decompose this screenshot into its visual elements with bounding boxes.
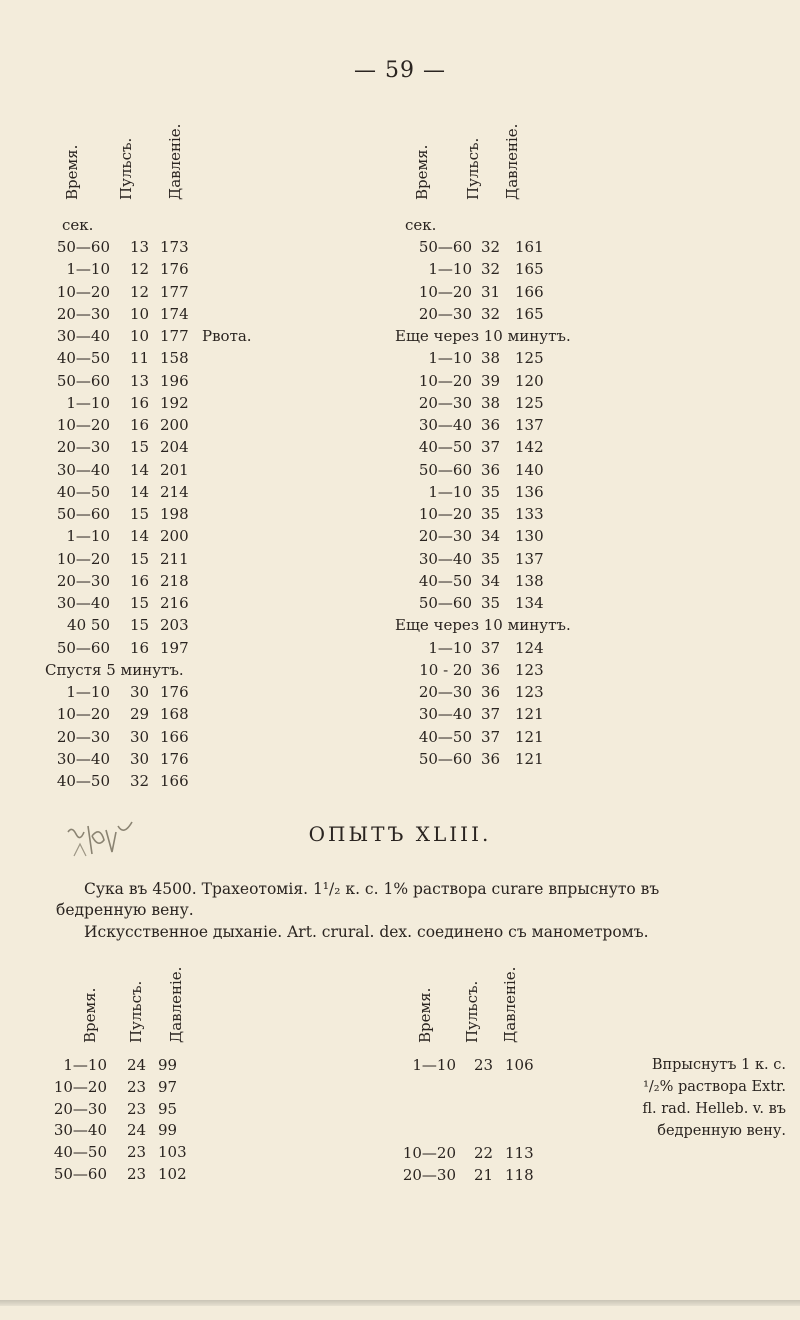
pressure-cell: 168 xyxy=(160,705,189,724)
pulse-cell: 37 xyxy=(481,705,501,724)
unit-seconds-left: сек. xyxy=(62,216,94,234)
time-cell: 30—40 xyxy=(56,749,110,768)
table-row xyxy=(380,372,800,394)
pulse-cell: 16 xyxy=(130,393,150,412)
table-row xyxy=(30,550,370,572)
table-row xyxy=(30,1078,290,1100)
time-cell: 20—30 xyxy=(53,1099,107,1118)
pulse-cell: 15 xyxy=(130,594,150,612)
interval-note: Еще через 10 минутъ. xyxy=(395,616,571,635)
pulse-cell: 30 xyxy=(130,749,150,768)
table-row xyxy=(30,1056,290,1078)
pressure-cell: 113 xyxy=(505,1144,534,1162)
pulse-cell: 35 xyxy=(481,549,501,568)
time-cell: 50—60 xyxy=(418,238,472,256)
table-row xyxy=(380,572,800,594)
pulse-cell: 23 xyxy=(127,1165,147,1183)
pulse-cell: 10 xyxy=(130,327,150,345)
pressure-cell: 176 xyxy=(160,260,189,279)
pulse-cell: 10 xyxy=(130,304,150,323)
pulse-cell: 30 xyxy=(130,727,150,746)
pressure-cell: 123 xyxy=(515,683,544,701)
header-time-bottom-right: Время. xyxy=(416,987,434,1043)
pulse-cell: 37 xyxy=(481,638,501,657)
time-cell: 40—50 xyxy=(56,772,110,790)
pulse-cell: 13 xyxy=(130,371,150,390)
table-row xyxy=(30,1121,290,1143)
interval-note: Еще через 10 минутъ. xyxy=(395,327,571,345)
table-row xyxy=(380,661,800,683)
pressure-cell: 198 xyxy=(160,505,189,523)
time-cell: 1—10 xyxy=(428,260,472,279)
pressure-cell: 103 xyxy=(158,1143,187,1162)
pulse-cell: 36 xyxy=(481,660,501,679)
pulse-cell: 32 xyxy=(481,260,501,279)
pressure-cell: 121 xyxy=(515,705,544,724)
pressure-cell: 192 xyxy=(160,393,189,412)
header-time-right: Время. xyxy=(413,144,431,200)
time-cell: 10 - 20 xyxy=(419,660,472,679)
pressure-cell: 125 xyxy=(515,393,544,412)
time-cell: 10—20 xyxy=(56,416,110,434)
table-row xyxy=(30,438,370,460)
time-cell: 20—30 xyxy=(56,571,110,590)
header-pulse-right: Пульсъ. xyxy=(464,137,482,200)
time-cell: 1—10 xyxy=(428,638,472,657)
time-cell: 30—40 xyxy=(418,416,472,434)
pressure-cell: 138 xyxy=(515,571,544,590)
pulse-cell: 38 xyxy=(481,393,501,412)
table-row xyxy=(380,349,800,371)
pressure-cell: 95 xyxy=(158,1099,178,1118)
table-row xyxy=(30,750,370,772)
side-note-line: ¹/₂% раствора Extr. xyxy=(643,1079,786,1095)
pulse-cell: 15 xyxy=(130,549,150,568)
table-row xyxy=(380,260,800,282)
pressure-cell: 165 xyxy=(515,260,544,279)
pulse-cell: 38 xyxy=(481,349,501,368)
table-row xyxy=(380,683,800,705)
pulse-cell: 29 xyxy=(130,705,150,724)
time-cell: 10—20 xyxy=(56,705,110,724)
pressure-cell: 177 xyxy=(160,327,189,345)
table-row xyxy=(30,572,370,594)
pulse-cell: 16 xyxy=(130,416,150,434)
table-row xyxy=(30,483,370,505)
pulse-cell: 14 xyxy=(130,527,150,546)
pressure-cell: 137 xyxy=(515,416,544,434)
table-row xyxy=(380,461,800,483)
pressure-cell: 176 xyxy=(160,749,189,768)
table-row xyxy=(30,728,370,750)
side-note-line: Впрыснутъ 1 к. с. xyxy=(651,1057,786,1073)
header-pressure-left: Давленіе. xyxy=(166,123,184,200)
header-pulse-bottom-right: Пульсъ. xyxy=(463,980,481,1043)
pressure-cell: 204 xyxy=(160,438,189,457)
pressure-cell: 173 xyxy=(160,238,189,256)
time-cell: 30—40 xyxy=(56,594,110,612)
header-pulse-left: Пульсъ. xyxy=(117,137,135,200)
time-cell: 10—20 xyxy=(53,1077,107,1096)
pulse-cell: 15 xyxy=(130,505,150,523)
pulse-cell: 14 xyxy=(130,460,150,479)
pulse-cell: 16 xyxy=(130,638,150,657)
pulse-cell: 23 xyxy=(127,1143,147,1162)
time-cell: 20—30 xyxy=(402,1166,456,1184)
pressure-cell: 124 xyxy=(515,638,544,657)
pressure-cell: 121 xyxy=(515,749,544,768)
table-row xyxy=(30,1165,290,1187)
pressure-cell: 134 xyxy=(515,594,544,612)
time-cell: 1—10 xyxy=(66,527,110,546)
time-cell: 40—50 xyxy=(418,438,472,457)
table-row xyxy=(30,505,370,527)
paragraph-line-3: Искусственное дыханіе. Art. crural. dex. соединено съ манометромъ. xyxy=(84,923,649,941)
time-cell: 10—20 xyxy=(402,1144,456,1162)
time-cell: 30—40 xyxy=(418,549,472,568)
pulse-cell: 23 xyxy=(474,1056,494,1074)
pulse-cell: 34 xyxy=(481,571,501,590)
pressure-cell: 174 xyxy=(160,304,189,323)
pulse-cell: 36 xyxy=(481,416,501,434)
pulse-cell: 24 xyxy=(127,1121,147,1140)
table-row xyxy=(30,1143,290,1165)
pulse-cell: 12 xyxy=(130,282,150,301)
pressure-cell: 196 xyxy=(160,371,189,390)
pulse-cell: 16 xyxy=(130,571,150,590)
pulse-cell: 32 xyxy=(481,304,501,323)
table-row xyxy=(380,527,800,549)
pressure-cell: 166 xyxy=(160,772,189,790)
table-row xyxy=(380,594,800,616)
time-cell: 10—20 xyxy=(418,505,472,523)
paragraph-line-1: Сука въ 4500. Трахеотомія. 1¹/₂ к. с. 1% раствора curare впрыснуто въ xyxy=(84,880,660,898)
pressure-cell: 125 xyxy=(515,349,544,368)
pulse-cell: 22 xyxy=(474,1144,494,1162)
table-row xyxy=(30,661,370,683)
time-cell: 10—20 xyxy=(56,549,110,568)
time-cell: 20—30 xyxy=(56,438,110,457)
pulse-cell: 15 xyxy=(130,438,150,457)
time-cell: 20—30 xyxy=(418,527,472,546)
pressure-cell: 136 xyxy=(515,482,544,501)
pulse-cell: 23 xyxy=(127,1077,147,1096)
time-cell: 40—50 xyxy=(56,349,110,368)
pressure-cell: 197 xyxy=(160,638,189,657)
table-row xyxy=(380,438,800,460)
header-pressure-bottom-left: Давленіе. xyxy=(167,966,185,1043)
time-cell: 40—50 xyxy=(56,482,110,501)
time-cell: 30—40 xyxy=(53,1121,107,1140)
pulse-cell: 24 xyxy=(127,1056,147,1074)
pulse-cell: 36 xyxy=(481,749,501,768)
pressure-cell: 99 xyxy=(158,1121,178,1140)
pressure-cell: 216 xyxy=(160,594,189,612)
table-row xyxy=(380,283,800,305)
table-row xyxy=(30,527,370,549)
pressure-cell: 97 xyxy=(158,1077,178,1096)
pulse-cell: 35 xyxy=(481,594,501,612)
pressure-cell: 218 xyxy=(160,571,189,590)
pulse-cell: 14 xyxy=(130,482,150,501)
side-note xyxy=(536,1054,786,1142)
time-cell: 1—10 xyxy=(66,260,110,279)
pressure-cell: 158 xyxy=(160,349,189,368)
pulse-cell: 32 xyxy=(130,772,150,790)
table-row xyxy=(30,416,370,438)
table-row xyxy=(30,616,370,638)
header-pressure-bottom-right: Давленіе. xyxy=(501,966,519,1043)
pulse-cell: 30 xyxy=(130,683,150,701)
pressure-cell: 200 xyxy=(160,527,189,546)
pulse-cell: 21 xyxy=(474,1166,494,1184)
table-row xyxy=(380,394,800,416)
pulse-cell: 37 xyxy=(481,438,501,457)
pressure-cell: 201 xyxy=(160,460,189,479)
time-cell: 1—10 xyxy=(63,1056,107,1074)
pressure-cell: 203 xyxy=(160,616,189,635)
time-cell: 40—50 xyxy=(418,571,472,590)
table-row xyxy=(30,305,370,327)
pressure-cell: 118 xyxy=(505,1166,534,1184)
pressure-cell: 123 xyxy=(515,660,544,679)
table-row xyxy=(30,683,370,705)
table-row xyxy=(380,728,800,750)
table-row xyxy=(30,349,370,371)
pulse-cell: 37 xyxy=(481,727,501,746)
pressure-cell: 142 xyxy=(515,438,544,457)
time-cell: 50—60 xyxy=(56,638,110,657)
time-cell: 1—10 xyxy=(428,482,472,501)
pressure-cell: 130 xyxy=(515,527,544,546)
header-time-left: Время. xyxy=(63,144,81,200)
pressure-cell: 102 xyxy=(158,1165,187,1183)
pressure-cell: 140 xyxy=(515,460,544,479)
time-cell: 30—40 xyxy=(56,460,110,479)
time-cell: 20—30 xyxy=(56,727,110,746)
pulse-cell: 31 xyxy=(481,282,501,301)
table-row xyxy=(380,1166,640,1188)
table-row xyxy=(30,594,370,616)
time-cell: 50—60 xyxy=(56,238,110,256)
pressure-cell: 176 xyxy=(160,683,189,701)
table-row xyxy=(380,750,800,772)
table-row xyxy=(380,550,800,572)
table-row xyxy=(30,705,370,727)
table-row xyxy=(380,327,800,349)
time-cell: 20—30 xyxy=(56,304,110,323)
side-note-line: бедренную вену. xyxy=(657,1123,786,1139)
time-cell: 1—10 xyxy=(66,683,110,701)
table-row xyxy=(30,238,370,260)
table-row xyxy=(380,483,800,505)
side-note-line: fl. rad. Helleb. v. въ xyxy=(642,1101,786,1117)
pressure-cell: 177 xyxy=(160,282,189,301)
table-row xyxy=(380,616,800,638)
pulse-cell: 15 xyxy=(130,616,150,635)
page-edge-divider xyxy=(0,1300,800,1306)
remark-cell: Рвота. xyxy=(202,327,252,345)
time-cell: 50—60 xyxy=(56,371,110,390)
pressure-cell: 106 xyxy=(505,1056,534,1074)
time-cell: 50—60 xyxy=(418,460,472,479)
page-number: — 59 — xyxy=(354,58,446,83)
table-row xyxy=(30,372,370,394)
pressure-cell: 166 xyxy=(515,282,544,301)
pulse-cell: 39 xyxy=(481,371,501,390)
table-row xyxy=(30,461,370,483)
time-cell: 40—50 xyxy=(418,727,472,746)
time-cell: 30—40 xyxy=(418,705,472,724)
time-cell: 50—60 xyxy=(53,1165,107,1183)
pressure-cell: 133 xyxy=(515,505,544,523)
pulse-cell: 36 xyxy=(481,460,501,479)
pulse-cell: 13 xyxy=(130,238,150,256)
time-cell: 40—50 xyxy=(53,1143,107,1162)
pressure-cell: 166 xyxy=(160,727,189,746)
pressure-cell: 99 xyxy=(158,1056,178,1074)
unit-seconds-right: сек. xyxy=(405,216,437,234)
table-row xyxy=(30,772,370,794)
table-row xyxy=(380,505,800,527)
time-cell: 50—60 xyxy=(418,749,472,768)
pressure-cell: 137 xyxy=(515,549,544,568)
table-row xyxy=(380,416,800,438)
table-row xyxy=(30,639,370,661)
pressure-cell: 200 xyxy=(160,416,189,434)
pulse-cell: 11 xyxy=(130,349,150,368)
pulse-cell: 32 xyxy=(481,238,501,256)
table-row xyxy=(30,283,370,305)
time-cell: 20—30 xyxy=(418,683,472,701)
table-row xyxy=(30,327,370,349)
time-cell: 20—30 xyxy=(418,393,472,412)
pressure-cell: 121 xyxy=(515,727,544,746)
pulse-cell: 35 xyxy=(481,505,501,523)
header-pulse-bottom-left: Пульсъ. xyxy=(127,980,145,1043)
pulse-cell: 34 xyxy=(481,527,501,546)
time-cell: 1—10 xyxy=(66,393,110,412)
table-row xyxy=(380,1144,640,1166)
time-cell: 40 50 xyxy=(67,616,110,635)
time-cell: 1—10 xyxy=(412,1056,456,1074)
time-cell: 10—20 xyxy=(418,371,472,390)
table-row xyxy=(380,639,800,661)
table-row xyxy=(30,394,370,416)
table-row xyxy=(380,305,800,327)
pressure-cell: 120 xyxy=(515,371,544,390)
pressure-cell: 214 xyxy=(160,482,189,501)
paragraph-line-2: бедренную вену. xyxy=(56,901,194,919)
time-cell: 20—30 xyxy=(418,304,472,323)
pulse-cell: 12 xyxy=(130,260,150,279)
pulse-cell: 23 xyxy=(127,1099,147,1118)
pulse-cell: 36 xyxy=(481,683,501,701)
pressure-cell: 211 xyxy=(160,549,189,568)
table-row xyxy=(380,238,800,260)
time-cell: 10—20 xyxy=(56,282,110,301)
time-cell: 50—60 xyxy=(56,505,110,523)
header-time-bottom-left: Время. xyxy=(81,987,99,1043)
table-row xyxy=(30,1100,290,1122)
time-cell: 1—10 xyxy=(428,349,472,368)
header-pressure-right: Давленіе. xyxy=(503,123,521,200)
table-row xyxy=(30,260,370,282)
interval-note: Спустя 5 минутъ. xyxy=(45,660,184,679)
table-row xyxy=(380,705,800,727)
pulse-cell: 35 xyxy=(481,482,501,501)
pressure-cell: 165 xyxy=(515,304,544,323)
pressure-cell: 161 xyxy=(515,238,544,256)
experiment-title: ОПЫТЪ XLIII. xyxy=(308,822,492,846)
time-cell: 50—60 xyxy=(418,594,472,612)
time-cell: 10—20 xyxy=(418,282,472,301)
time-cell: 30—40 xyxy=(56,327,110,345)
